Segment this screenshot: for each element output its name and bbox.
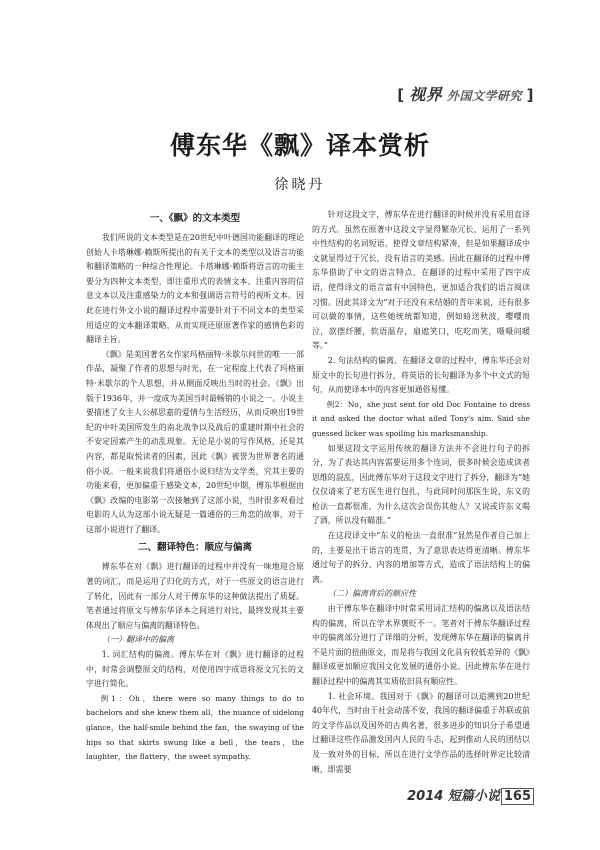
footer-publication: 短篇小说 [447, 789, 500, 804]
right-column [312, 208, 530, 777]
column-tag [397, 82, 534, 105]
column-name-big: 视界 [409, 85, 443, 104]
paragraph: 1. 社会环境。我国对于《飘》的翻译可以追溯到20世纪40年代，当时由于社会动荡不安，我国的翻译偏重于苏联或前的文学作品以及国外的古典名著，很多进步的知识分子希望通过翻译这些作品激发国内人民的斗志，起到推动人民的团结以及一致对外的目标，所以在进行文学作品的选择时界定比较清晰，即需要 [312, 691, 530, 774]
column-name: 外国文学研究 [446, 89, 522, 103]
footer-year: 2014 [407, 789, 444, 804]
paragraph: 《飘》是美国著名女作家玛格丽特·米歇尔问世的唯一一部作品，凝聚了作者的思想与时光，在一定程度上代表了玛格丽特·米歇尔的个人思想，并从侧面反映出当时的社会。《飘》出版于1936年，并一度成为美国当时最畅销的小说之一。小说主要描述了女主人公郝思嘉的爱情与生活经历，从而反映出19世纪的中叶美国所发生的南北战争以及战后的重建时期中社会的不安定因素产生的动乱现象。无论是小说的写作风格，还是其内容，都是取悦读者的因素，因此《飘》被誉为世界著名的通俗小说。一般来说我们将通俗小说归结为文学类，究其主要的功能来看，更加偏重于感染文本，20世纪中期，傅东华根据由《飘》改编的电影第一次接触到了这部小说，当时很多观看过电影的人认为这部小说无疑是一篇通俗的三角恋的故事，对于这部小说进行了翻译。 [86, 349, 304, 534]
paragraph: 2. 句法结构的偏离。在翻译文章的过程中，傅东华还会对原文中的长句进行拆分，将英语的长句翻译为多个中文式的短句，从而使译本中的内容更加通俗易懂。 [312, 355, 530, 395]
english-example-1: 例1：Oh，there were so many things to do to bachelors and she knew them all，the nuance of sidelong glance，the half-smile behind the fan，the swaying of the hips so that skirts swung like a bell，the tears，the laughter，the flattery，the sweet sympathy. [86, 693, 304, 762]
paragraph: 在这段译文中“东义的枪法一直很准”显然是作者自己加上的，主要是出于语言的连贯，为了意思表达得更清晰。傅东华通过句子的拆分、内容的增加等方式，造成了语法结构上的偏离。 [312, 531, 530, 584]
section-heading-2: 二、翻译特色：顺应与偏离 [137, 542, 252, 554]
english-example-2: 例2：No，she just sent for old Doc Fontaine to dress it and asked the doctor what ailed Tony's aim. Said she guessed licker was spoiling his marksmanship. [312, 399, 530, 438]
paragraph: 如果这段文字运用传统的翻译方法并不会进行句子的拆分，为了表达其内容需要运用多个连词，很多时候会造成读者思维的混乱，因此傅东华对于这段文字进行了拆分，翻译为“她仅仅请来了老方医生进行包扎，与此同时问那医生说，东义的枪法一直都很准，为什么这次会误伤其他人？又说或许东义喝了酒，所以没有瞄准。” [312, 443, 530, 526]
subsection-heading-2: （二）偏离背后的顺应性 [328, 589, 416, 599]
article-title: 傅东华《飘》译本赏析 [169, 131, 430, 160]
left-column [86, 208, 304, 765]
paragraph: 1. 词汇结构的偏离。傅东华在对《飘》进行翻译的过程中，时常会调整原文的结构，对使用四字成语将原文冗长的文字进行简化。 [86, 650, 304, 689]
paragraph: 我们所说的文本类型是在20世纪中叶德国功能翻译的理论创始人卡塔琳娜·赖斯所提出的有关于文本的类型以及语言功能和翻译策略的一种综合性理论。卡塔琳娜·赖斯将语言的功能主要分为四种文本类型，即注重形式的表情文本、注重内容的信息文本以及注重感染力的文本和强调语言符号的视听文本。因此在进行外文小说的翻译过程中需要针对于不同文本的类型采用适应的文本翻译策略，从而实现还原原著作家的感情色彩的翻译主旨。 [86, 233, 304, 345]
bracket-open: [ [397, 86, 405, 104]
article-author: 徐晓丹 [274, 177, 326, 193]
page-number: 165 [501, 788, 534, 805]
paragraph: 傅东华在对《飘》进行翻译的过程中并没有一味地迎合原著的词汇，而是运用了归化的方式，对于一些原文的语言进行了转化，因此有一部分人对于傅东华的这种做法提出了质疑。笔者通过将原文与傅东华译本之间进行对比，最终发现其主要体现出了顺应与偏离的翻译特色。 [86, 562, 304, 630]
subsection-heading-1: （一）翻译中的偏离 [102, 635, 174, 645]
section-heading-1: 一、《飘》的文本类型 [149, 213, 241, 224]
bracket-close: ] [526, 86, 534, 104]
paragraph: 由于傅东华在翻译中时常采用词汇结构的偏离以及语法结构的偏离，所以在学术界褒贬不一。笔者对于傅东华翻译过程中的偏离部分进行了详细的分析，发现傅东华在翻译的偏离并不是片面的扭曲原文，而是将与我国文化具有较低差异的《飘》翻译成更加顺应我国文化发展的通俗小说。因此傅东华在进行翻译过程中的偏离其实质依旧具有顺应性。 [312, 604, 530, 686]
paragraph: 针对这段文字，傅东华在进行翻译的时候并没有采用直译的方式。虽然在原著中这段文字显得繁杂冗长，运用了一系列中性结构的名词短语，使得文章结构紧凑，但是如果翻译成中文就显得过于冗长，没有语言的美感。因此在翻译的过程中傅东华借助了中文的语言特点，在翻译的过程中采用了四字成语，使得译文的语言富有中国特色，更加适合我们的语言阅读习惯。因此其译文为“对于还没有未结婚的青年来说，还有很多可以做的事情，这些她统统都知道，例如暗送秋波，嘤嘤而泣，款摆纤腰，软语温存，扇遮笑口，吃吃而笑，嗫嗫问暖等。” [312, 210, 530, 351]
page-footer [407, 785, 534, 805]
